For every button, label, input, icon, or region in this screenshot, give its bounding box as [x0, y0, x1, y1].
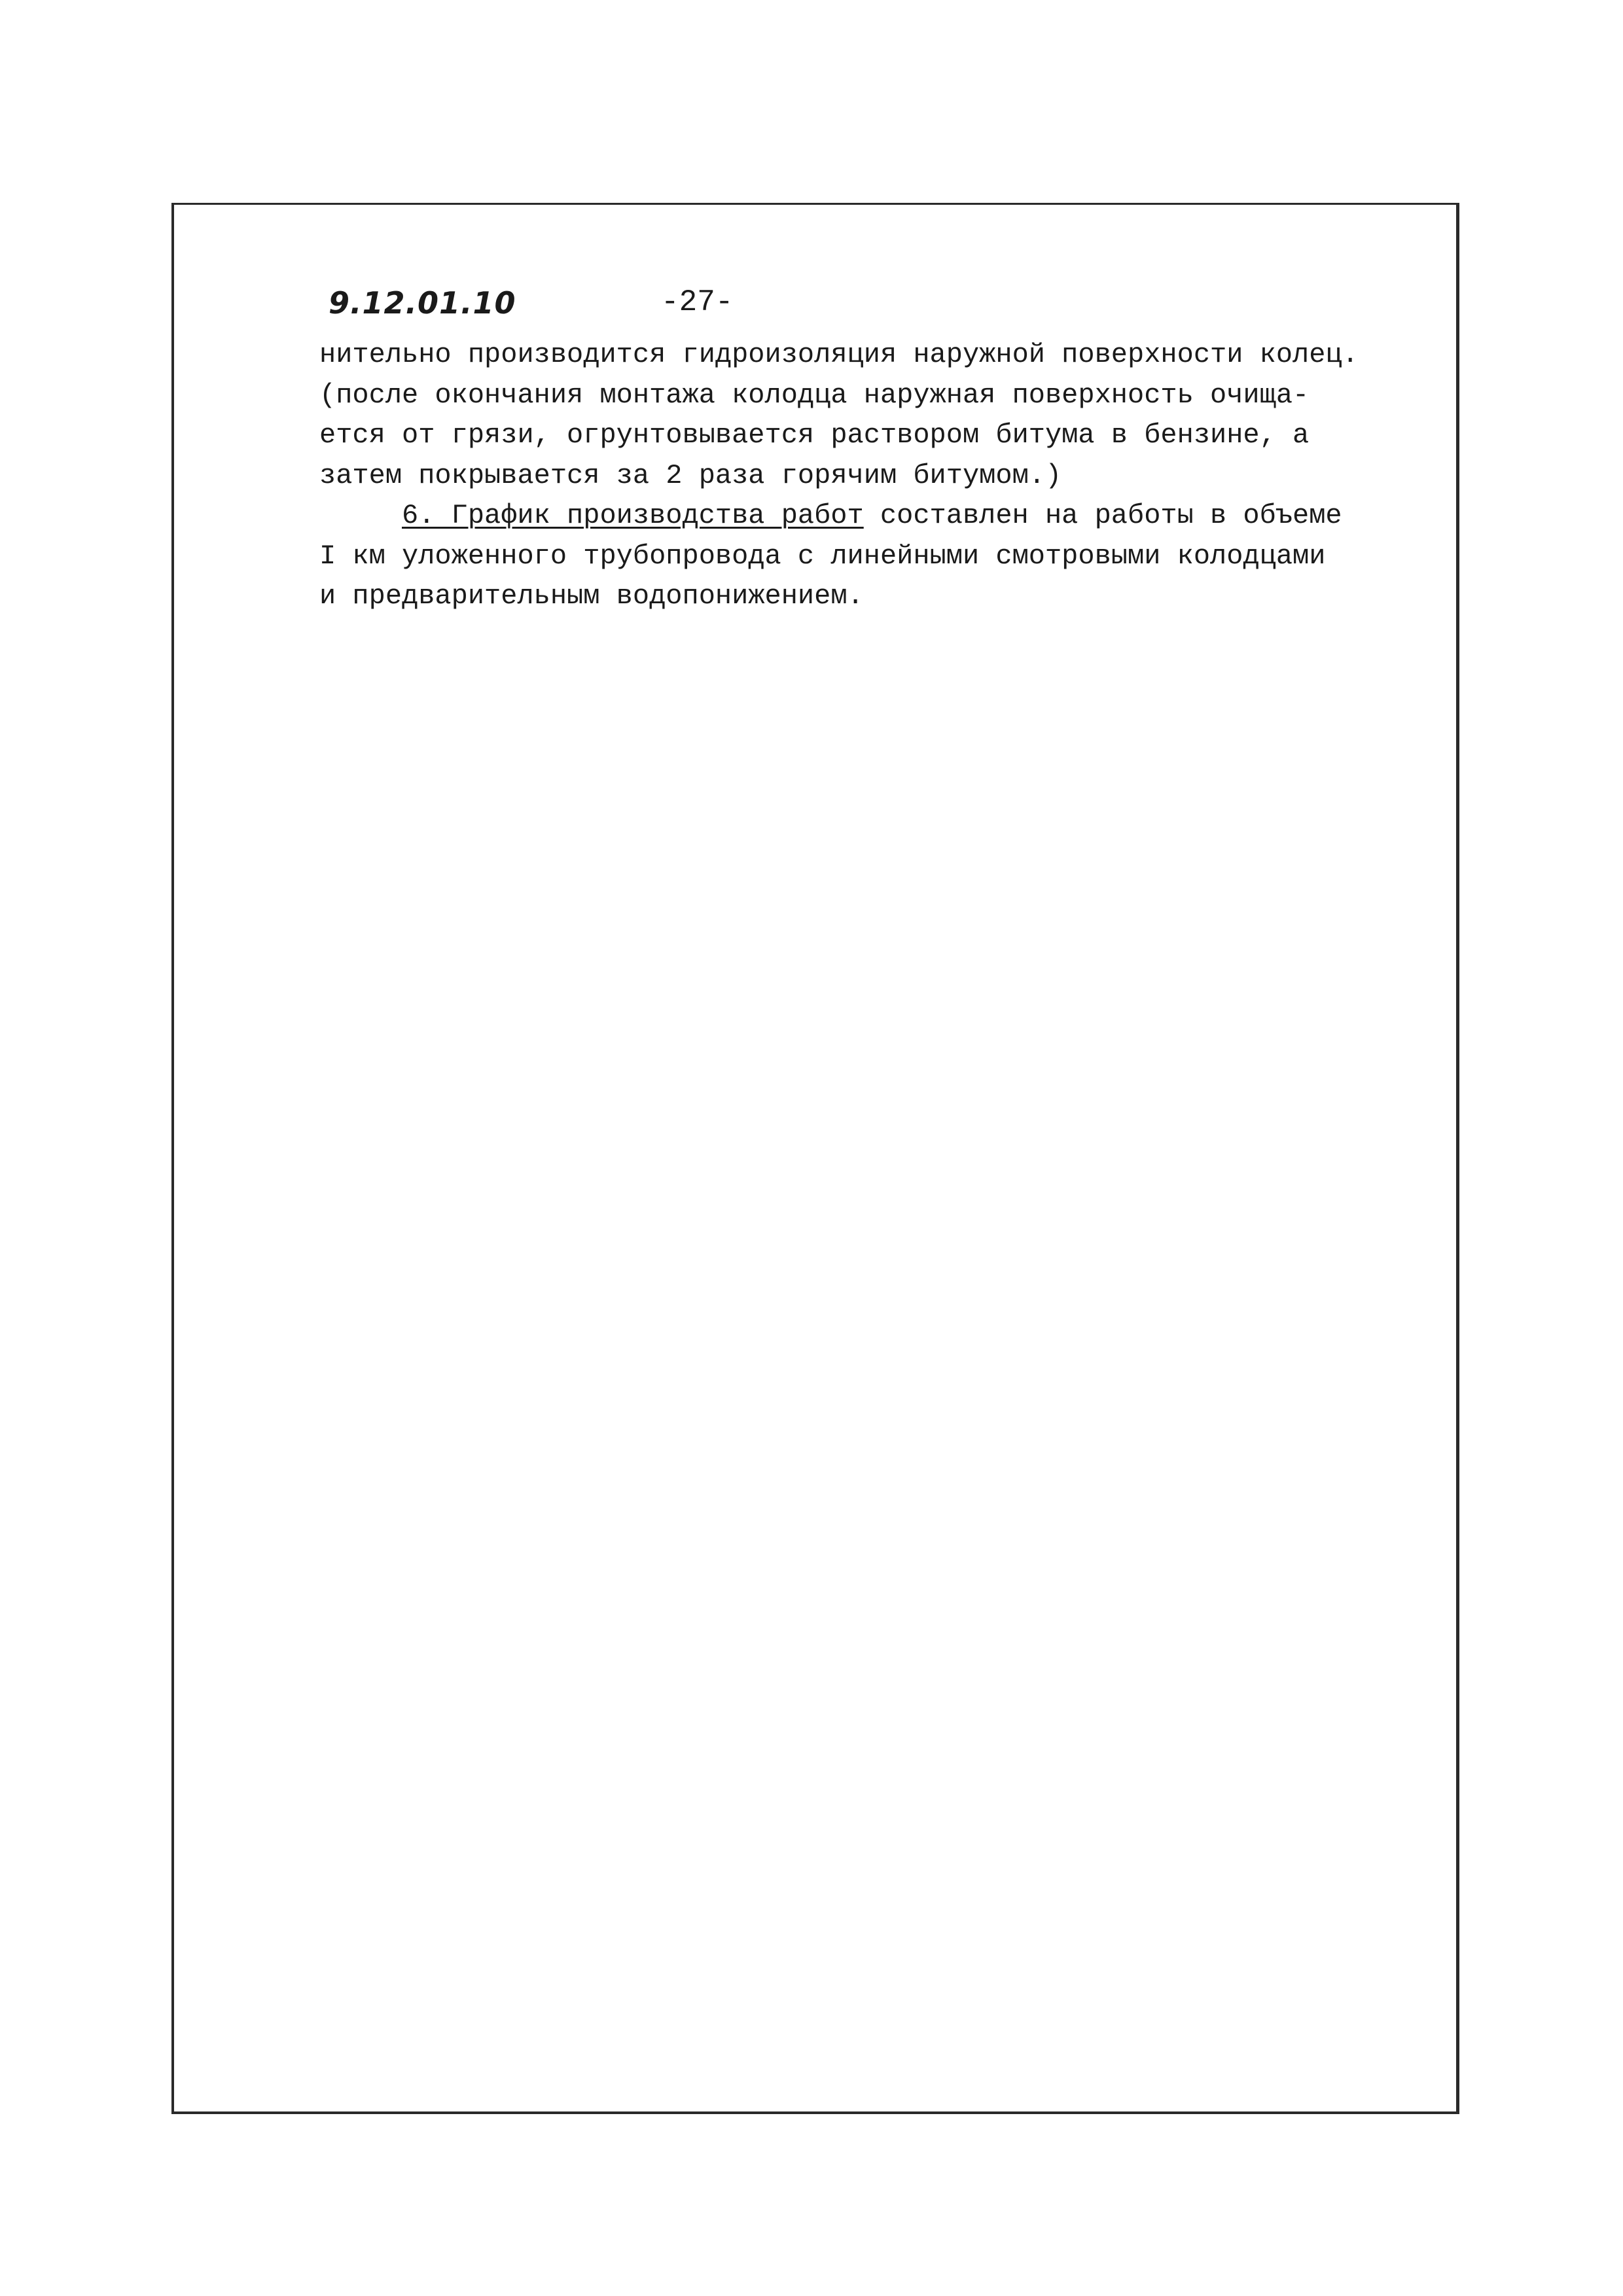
paragraph-6-line	[319, 496, 1432, 537]
text-line: (после окончания монтажа колодца наружная поверхность очища-	[319, 379, 1310, 411]
text-line: I км уложенного трубопровода с линейными смотровыми колодцами	[319, 540, 1326, 572]
document-code: 9.12.01.10	[329, 285, 516, 321]
body-text	[319, 335, 1432, 617]
text-line: нительно производится гидроизоляция наружной поверхности колец.	[319, 339, 1359, 370]
text-line: и предварительным водопонижением.	[319, 580, 864, 612]
text-line: ется от грязи, огрунтовывается раствором битума в бензине, а	[319, 419, 1310, 451]
section-heading-underlined: 6. График производства работ	[402, 500, 864, 531]
page-number: -27-	[661, 285, 734, 319]
text-line: затем покрывается за 2 раза горячим битумом.)	[319, 459, 1062, 491]
page-header	[329, 285, 1441, 325]
text-fragment: составлен на работы в объеме	[863, 500, 1342, 531]
